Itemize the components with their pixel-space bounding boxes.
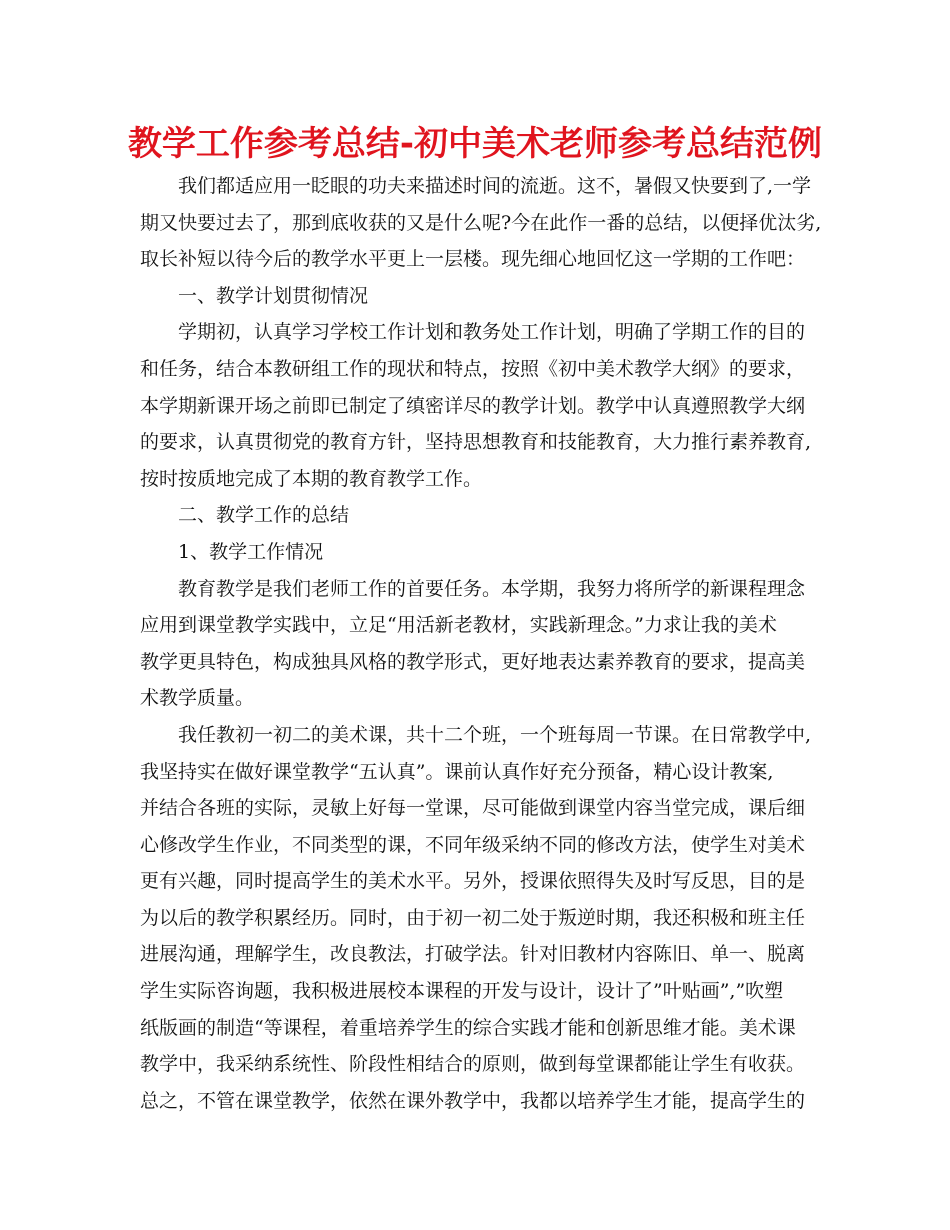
paragraph-line: 应用到课堂教学实践中，立足“用活新老教材，实践新理念。”力求让我的美术 bbox=[140, 614, 777, 637]
section-heading: 二、教学工作的总结 bbox=[178, 504, 350, 527]
paragraph-line: 取长补短以待今后的教学水平更上一层楼。现先细心地回忆这一学期的工作吧： bbox=[140, 248, 806, 271]
paragraph-line: 我任教初一初二的美术课，共十二个班，一个班每周一节课。在日常教学中, bbox=[178, 723, 812, 746]
paragraph-line: 教学更具特色，构成独具风格的教学形式，更好地表达素养教育的要求，提高美 bbox=[140, 650, 806, 673]
paragraph-line: 我们都适应用一眨眼的功夫来描述时间的流逝。这不，暑假又快要到了,一学 bbox=[178, 175, 812, 197]
paragraph-line: 我坚持实在做好课堂教学“五认真”。课前认真作好充分预备，精心设计教案, bbox=[140, 760, 774, 783]
paragraph-line: 按时按质地完成了本期的教育教学工作。 bbox=[140, 467, 483, 490]
paragraph-line: 进展沟通，理解学生，改良教法，打破学法。针对旧教材内容陈旧、单一、脱离 bbox=[140, 943, 806, 966]
paragraph-line: 和任务，结合本教研组工作的现状和特点，按照《初中美术教学大纲》的要求， bbox=[140, 357, 806, 380]
paragraph-line: 为以后的教学积累经历。同时，由于初一初二处于叛逆时期，我还积极和班主任 bbox=[140, 906, 806, 929]
paragraph-line: 期又快要过去了，那到底收获的又是什么呢?今在此作一番的总结，以便择优汰劣, bbox=[140, 211, 822, 234]
paragraph-line: 学生实际咨询题，我积极进展校本课程的开发与设计，设计了”叶贴画”,”吹塑 bbox=[140, 980, 784, 1003]
section-heading: 一、教学计划贯彻情况 bbox=[178, 284, 369, 307]
paragraph-line: 的要求，认真贯彻党的教育方针，坚持思想教育和技能教育，大力推行素养教育, bbox=[140, 431, 812, 454]
paragraph-line: 本学期新课开场之前即已制定了缜密详尽的教学计划。教学中认真遵照教学大纲 bbox=[140, 394, 806, 417]
paragraph-line: 总之，不管在课堂教学，依然在课外教学中，我都以培养学生才能，提高学生的 bbox=[140, 1089, 806, 1112]
document-title: 教学工作参考总结-初中美术老师参考总结范例 bbox=[127, 124, 823, 164]
paragraph-line: 并结合各班的实际，灵敏上好每一堂课，尽可能做到课堂内容当堂完成，课后细 bbox=[140, 797, 806, 820]
paragraph-line: 教育教学是我们老师工作的首要任务。本学期，我努力将所学的新课程理念 bbox=[178, 577, 806, 600]
paragraph-line: 心修改学生作业，不同类型的课，不同年级采纳不同的修改方法，使学生对美术 bbox=[140, 833, 806, 856]
paragraph-line: 纸版画的制造“等课程，着重培养学生的综合实践才能和创新思维才能。美术课 bbox=[140, 1016, 796, 1039]
document-body bbox=[140, 168, 820, 1119]
subsection-heading: 1、教学工作情况 bbox=[178, 540, 324, 563]
paragraph-line: 术教学质量。 bbox=[140, 687, 255, 710]
paragraph-line: 学期初，认真学习学校工作计划和教务处工作计划，明确了学期工作的目的 bbox=[178, 321, 806, 344]
paragraph-line: 教学中，我采纳系统性、阶段性相结合的原则，做到每堂课都能让学生有收获。 bbox=[140, 1053, 806, 1076]
paragraph-line: 更有兴趣，同时提高学生的美术水平。另外，授课依照得失及时写反思，目的是 bbox=[140, 870, 806, 893]
